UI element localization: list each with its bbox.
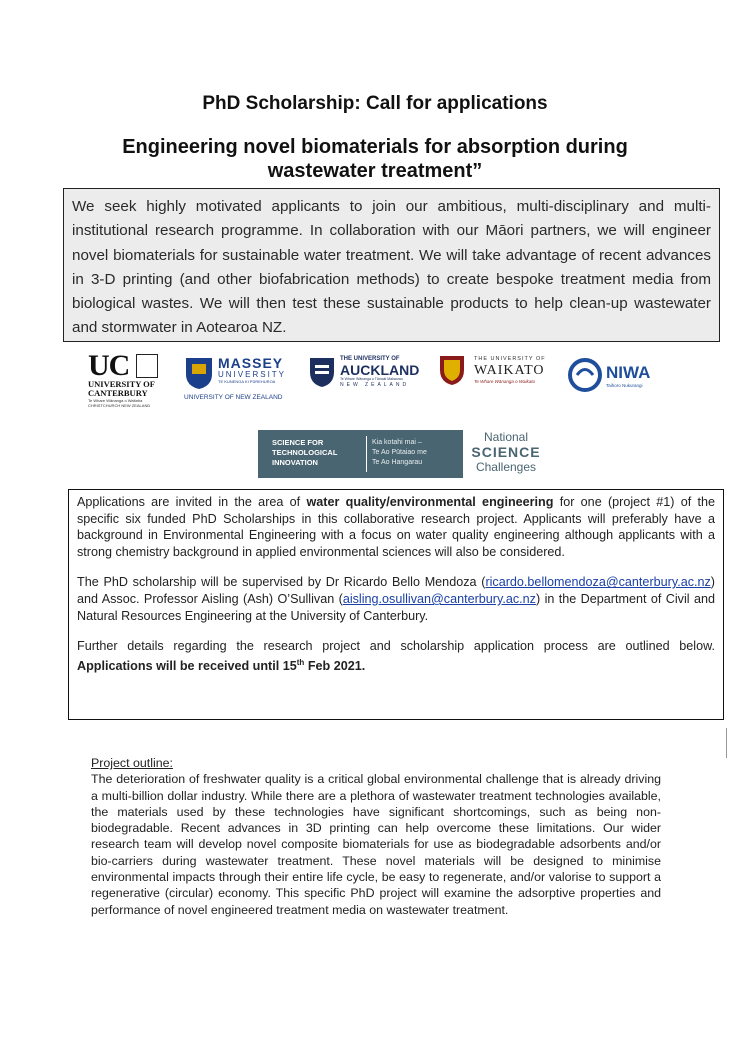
- page-title: PhD Scholarship: Call for applications: [202, 93, 548, 114]
- deadline: Applications will be received until 15th Feb 2021.: [77, 657, 366, 673]
- massey-sub: UNIVERSITY: [218, 370, 287, 379]
- email-link-ricardo[interactable]: ricardo.bellomendoza@canterbury.ac.nz: [485, 575, 711, 590]
- massey-nz: UNIVERSITY OF NEW ZEALAND: [184, 394, 283, 401]
- niwa-name: NIWA: [606, 363, 651, 382]
- nsc-challenges: Challenges: [475, 460, 537, 474]
- project-outline-heading: Project outline:: [91, 756, 173, 770]
- intro-text: We seek highly motivated applicants to join our ambitious, multi-disciplinary and multi-institutional research programme. In collaboration with our Māori partners, we will engineer novel biomaterials for sustainable water treatment. We will take advantage of recent advances in 3-D printing (and other biofabrication methods) to create bespoke treatment media from biological wastes. We will then test these sustainable products to help clean-up wastewater and stormwater in Aotearoa NZ.: [72, 198, 711, 337]
- nsc-left-line3: INNOVATION: [272, 458, 318, 467]
- page-subtitle: [0, 135, 750, 183]
- nsc-left-line2: TECHNOLOGICAL: [272, 448, 338, 457]
- email-link-aisling[interactable]: aisling.osullivan@canterbury.ac.nz: [342, 591, 536, 606]
- niwa-sub: Taihoro Nukurangi: [606, 383, 643, 388]
- project-outline-text: The deterioration of freshwater quality is a critical global environmental challenge that is already driving a multi-billion dollar industry. While there are a plethora of wastewater treatment technologies available, the materials used by these technologies have significant shortcomings, such as being non-biodegradable. Recent advances in 3D printing can help overcome these limitations. Our wider research team will develop novel composite biomaterials for use as biodegradable adsorbents and/or bio-carriers during wastewater treatment. These novel materials will be designed to minimise environmental impacts through their entire life cycle, be easy to regenerate, and/or valorise to support a regenerative (circular) economy. This specific PhD project will examine the adsorptive properties and performance of novel engineered treatment media on wastewater treatment.: [91, 772, 661, 917]
- nsc-left-line1: SCIENCE FOR: [272, 438, 324, 447]
- margin-mark: [726, 728, 727, 758]
- nsc-divider: [366, 436, 367, 472]
- auckland-nz: NEW ZEALAND: [340, 382, 410, 388]
- canterbury-name-line1: UNIVERSITY OF: [88, 379, 155, 389]
- canterbury-monogram: UC: [88, 349, 130, 382]
- project-outline: [91, 755, 661, 918]
- canterbury-name-line2: CANTERBURY: [88, 388, 148, 398]
- nsc-science: SCIENCE: [471, 444, 541, 460]
- massey-name: MASSEY: [218, 355, 284, 371]
- waikato-name: WAIKATO: [474, 363, 545, 378]
- auckland-top: THE UNIVERSITY OF: [340, 356, 400, 362]
- massey-maori: TE KUNENGA KI PŪREHUROA: [218, 379, 276, 384]
- nsc-national: National: [483, 430, 529, 444]
- waikato-maori: Te Whare Wānanga o Waikato: [474, 379, 536, 384]
- canterbury-logo: [88, 349, 166, 408]
- auckland-crest-icon: [308, 356, 336, 388]
- details-box: [68, 489, 724, 720]
- details-paragraph-2: The PhD scholarship will be supervised by Dr Ricardo Bello Mendoza (ricardo.bellomendoza@canterbury.ac.nz) and Assoc. Professor Aisling (Ash) O’Sullivan (aisling.osullivan@canterbury.ac.nz) in the Department of Civil and Natural Resources Engineering at the University of Canterbury.: [77, 575, 715, 623]
- partner-logos: [88, 349, 668, 412]
- auckland-maori: Te Whare Wānanga o Tāmaki Makaurau: [340, 377, 403, 381]
- waikato-crest-icon: [438, 354, 466, 386]
- niwa-swirl-icon: [568, 358, 602, 392]
- subtitle-line-1: Engineering novel biomaterials for absorption during: [122, 136, 628, 158]
- national-science-challenges-badge: [258, 430, 544, 478]
- details-paragraph-3: Further details regarding the research project and scholarship application process are outlined below. Applications will be received until 15th Feb 2021.: [77, 639, 715, 673]
- auckland-name: AUCKLAND: [340, 362, 420, 378]
- nsc-mid-line3: Te Ao Hangarau: [372, 459, 423, 466]
- intro-box: [63, 188, 720, 342]
- subtitle-line-2: wastewater treatment”: [267, 160, 483, 182]
- details-paragraph-1: Applications are invited in the area of water quality/environmental engineering for one (project #1) of the specific six funded PhD Scholarships in this collaborative research project. Applicants will preferably have a background in Environmental Engineering with a focus on water quality engineering although applicants with a strong chemistry background in applied environmental sciences will also be considered.: [77, 495, 715, 559]
- canterbury-location: CHRISTCHURCH NEW ZEALAND: [88, 403, 151, 408]
- area-highlight: water quality/environmental engineering: [306, 495, 554, 509]
- waikato-top: THE UNIVERSITY OF: [474, 356, 546, 362]
- canterbury-maori-name: Te Whare Wānanga o Waitaha: [88, 398, 143, 403]
- massey-crest-icon: [184, 356, 214, 390]
- nsc-mid-line2: Te Ao Pūtaiao me: [372, 449, 427, 456]
- canterbury-crest-icon: [136, 354, 158, 378]
- nsc-mid-line1: Kia kotahi mai –: [372, 439, 422, 446]
